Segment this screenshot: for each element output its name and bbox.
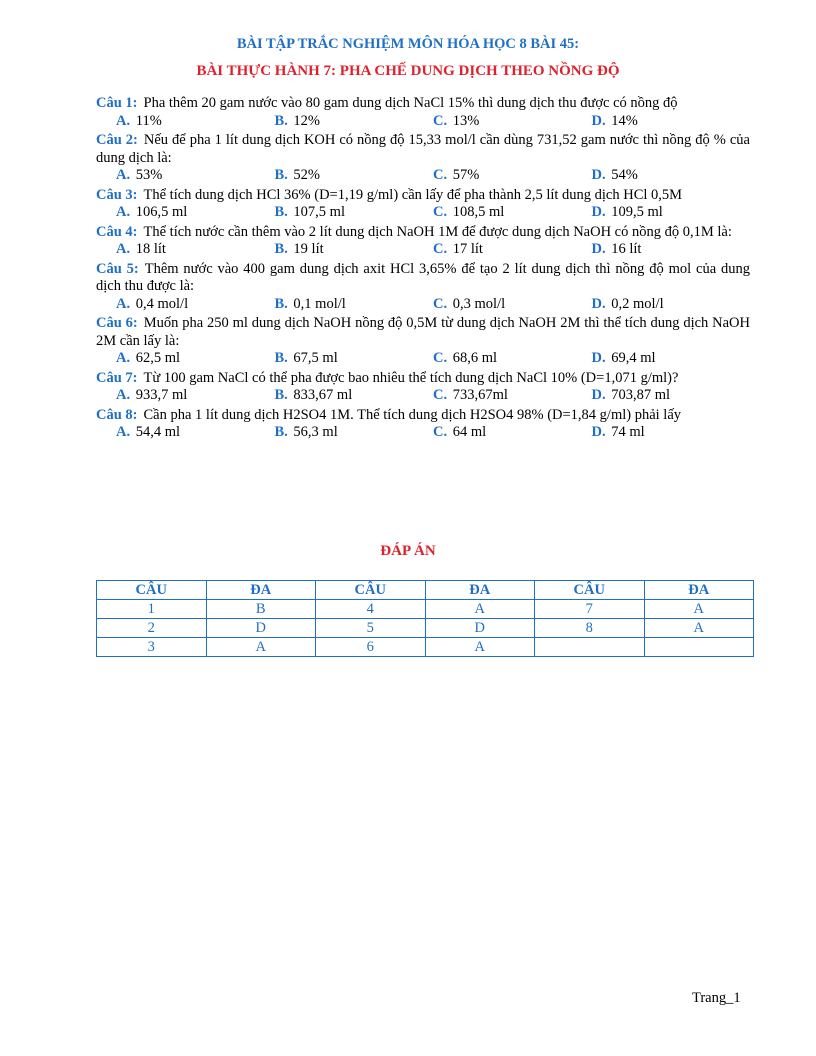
table-row xyxy=(97,638,754,657)
option-d: D. 74 ml xyxy=(591,424,645,440)
option-a: A. 933,7 ml xyxy=(116,387,188,403)
option-row xyxy=(96,113,750,131)
question-6 xyxy=(96,315,750,368)
header-cell: ĐA xyxy=(644,581,754,600)
table-cell: 6 xyxy=(315,638,425,657)
option-b: B. 12% xyxy=(274,112,321,129)
option-d: D. 0,2 mol/l xyxy=(591,295,664,312)
question-label: Câu 3: xyxy=(96,186,138,203)
option-row xyxy=(96,241,750,259)
table-cell xyxy=(534,638,644,657)
question-label: Câu 7: xyxy=(96,369,138,386)
option-b: B. 52% xyxy=(274,167,321,183)
question-3 xyxy=(96,187,750,222)
table-cell: D xyxy=(425,619,534,638)
option-row xyxy=(96,424,750,442)
question-2 xyxy=(96,132,750,185)
table-cell: 8 xyxy=(534,619,644,638)
option-a: A. 62,5 ml xyxy=(116,350,181,366)
option-d: D. 54% xyxy=(591,167,638,183)
option-a: A. 54,4 ml xyxy=(116,424,181,440)
option-c: C. 17 lít xyxy=(433,241,483,257)
table-row xyxy=(97,600,754,619)
answer-key-title: ĐÁP ÁN xyxy=(380,543,436,559)
option-a: A. 106,5 ml xyxy=(116,204,188,220)
option-c: C. 733,67ml xyxy=(433,387,508,403)
question-text: Nếu để pha 1 lít dung dịch KOH có nồng độ 15,33 mol/l cần dùng 731,52 gam nước thì nồng độ % của dung dịch là: xyxy=(96,132,750,166)
option-d: D. 703,87 ml xyxy=(591,387,671,403)
table-cell: D xyxy=(206,619,315,638)
question-text: Từ 100 gam NaCl có thể pha được bao nhiêu thể tích dung dịch NaCl 10% (D=1,071 g/ml)? xyxy=(143,369,679,386)
table-cell: 7 xyxy=(534,600,644,619)
table-cell: A xyxy=(644,600,754,619)
option-d: D. 16 lít xyxy=(591,241,642,257)
header-cell: CÂU xyxy=(315,581,425,600)
question-label: Câu 1: xyxy=(96,95,138,111)
table-cell: A xyxy=(644,619,754,638)
table-cell: A xyxy=(206,638,315,657)
question-1 xyxy=(96,95,750,130)
answer-key-table xyxy=(96,580,754,657)
question-7 xyxy=(96,370,750,405)
option-b: B. 833,67 ml xyxy=(274,387,353,403)
answer-header-row xyxy=(97,581,754,600)
option-c: C. 68,6 ml xyxy=(433,350,498,366)
option-a: A. 0,4 mol/l xyxy=(116,295,189,312)
option-c: C. 13% xyxy=(433,112,480,129)
option-b: B. 67,5 ml xyxy=(274,350,338,366)
question-list xyxy=(96,95,750,444)
option-d: D. 69,4 ml xyxy=(591,350,656,366)
option-b: B. 0,1 mol/l xyxy=(274,295,346,312)
question-text: Thể tích nước cần thêm vào 2 lít dung dịch NaOH 1M để được dung dịch NaOH có nồng độ 0,1M là: xyxy=(143,223,732,240)
option-b: B. 56,3 ml xyxy=(274,424,338,440)
question-label: Câu 4: xyxy=(96,223,138,240)
question-4 xyxy=(96,224,750,259)
header-cell: CÂU xyxy=(534,581,644,600)
question-label: Câu 2: xyxy=(96,132,138,148)
table-cell: A xyxy=(425,638,534,657)
option-row xyxy=(96,204,750,222)
question-8 xyxy=(96,407,750,442)
question-label: Câu 6: xyxy=(96,315,138,331)
option-c: C. 108,5 ml xyxy=(433,204,505,220)
option-row xyxy=(96,296,750,314)
table-cell: 1 xyxy=(97,600,207,619)
option-a: A. 11% xyxy=(116,112,162,129)
document-subtitle: BÀI THỰC HÀNH 7: PHA CHẾ DUNG DỊCH THEO NỒNG ĐỘ xyxy=(196,63,620,79)
question-text: Cần pha 1 lít dung dịch H2SO4 1M. Thể tích dung dịch H2SO4 98% (D=1,84 g/ml) phải lấy xyxy=(143,406,682,423)
question-text: Pha thêm 20 gam nước vào 80 gam dung dịch NaCl 15% thì dung dịch thu được có nồng độ xyxy=(143,95,678,111)
header-cell: CÂU xyxy=(97,581,207,600)
option-a: A. 18 lít xyxy=(116,241,166,257)
option-row xyxy=(96,167,750,185)
header-cell: ĐA xyxy=(425,581,534,600)
option-c: C. 57% xyxy=(433,167,480,183)
option-d: D. 14% xyxy=(591,112,638,129)
header-cell: ĐA xyxy=(206,581,315,600)
table-cell xyxy=(644,638,754,657)
option-a: A. 53% xyxy=(116,167,163,183)
option-c: C. 64 ml xyxy=(433,424,487,440)
option-b: B. 107,5 ml xyxy=(274,204,345,220)
option-c: C. 0,3 mol/l xyxy=(433,295,506,312)
table-cell: 2 xyxy=(97,619,207,638)
table-cell: 4 xyxy=(315,600,425,619)
option-d: D. 109,5 ml xyxy=(591,204,663,220)
option-row xyxy=(96,387,750,405)
table-cell: A xyxy=(425,600,534,619)
question-label: Câu 5: xyxy=(96,260,139,277)
question-text: Thêm nước vào 400 gam dung dịch axit HCl 3,65% để tạo 2 lít dung dịch thì nồng độ mol của dung dịch thu được là: xyxy=(96,260,750,294)
table-cell: B xyxy=(206,600,315,619)
table-cell: 5 xyxy=(315,619,425,638)
page-number: Trang_1 xyxy=(692,990,741,1006)
question-text: Muốn pha 250 ml dung dịch NaOH nồng độ 0,5M từ dung dịch NaOH 2M thì thể tích dung dịch NaOH 2M cần lấy là: xyxy=(96,315,750,349)
table-row xyxy=(97,619,754,638)
question-text: Thể tích dung dịch HCl 36% (D=1,19 g/ml) cần lấy để pha thành 2,5 lít dung dịch HCl 0,5M xyxy=(143,186,683,203)
table-cell: 3 xyxy=(97,638,207,657)
question-5 xyxy=(96,261,750,314)
document-title: BÀI TẬP TRẮC NGHIỆM MÔN HÓA HỌC 8 BÀI 45: xyxy=(236,36,580,52)
option-row xyxy=(96,350,750,368)
option-b: B. 19 lít xyxy=(274,241,324,257)
question-label: Câu 8: xyxy=(96,406,138,423)
